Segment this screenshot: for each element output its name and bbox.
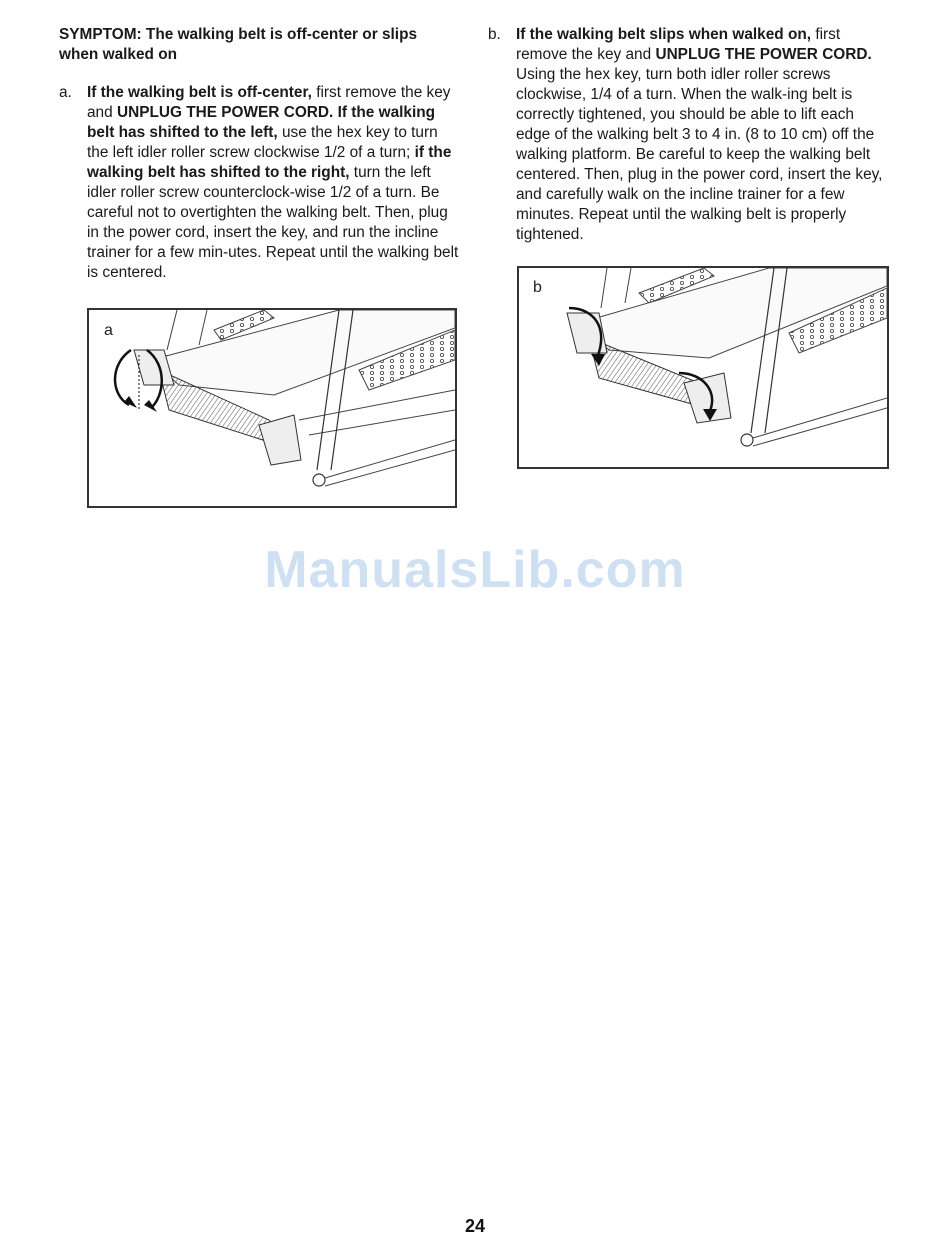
step-a [59,83,459,283]
step-b-text [516,26,882,243]
step-b-part: Using the hex key, turn both idler roller screws clockwise, 1/4 of a turn. When the walk-ing belt is correctly tightened, you should be able to lift each edge of the walking belt 3 to 4 in. (8 to 10 cm) off the walking platform. Be careful to keep the walking belt centered. Then, plug in the power cord, insert the key, and carefully walk on the incline trainer for a few minutes. Repeat until the walking belt is properly tightened. [516,66,883,243]
step-a-part: turn the left idler roller screw counterclock-wise 1/2 of a turn. Be careful not to overtighten the walking belt. Then, plug in the power cord, insert the key, and run the incline trainer for a few min-utes. Repeat until the walking belt is centered. [87,164,459,281]
step-a-letter: a. [59,84,72,101]
page-number: 24 [464,1216,486,1236]
left-column [59,25,459,283]
step-b-letter: b. [488,26,501,43]
step-b-part: If the walking belt slips when walked on, [516,26,812,43]
figure-a-label: a [104,322,113,339]
treadmill-illustration-b [519,268,887,467]
step-a-part: UNPLUG THE POWER CORD. If the walking belt has shifted to the left, [87,104,436,141]
step-a-part: If the walking belt is off-center, [87,84,312,101]
figure-a [87,308,457,508]
step-a-part: first remove the key and [87,84,451,121]
step-a-part: use the hex key to turn the left idler roller screw clockwise 1/2 of a turn; [87,124,438,161]
symptom-heading: SYMPTOM: The walking belt is off-center or slips when walked on [59,26,418,63]
step-a-text [87,84,458,281]
figure-b [517,266,889,469]
figure-b-label: b [533,279,542,296]
step-b-part: UNPLUG THE POWER CORD. [655,46,872,63]
step-b [488,25,888,245]
step-a-part: if the walking belt has shifted to the right, [87,144,452,181]
treadmill-illustration-a [89,310,455,506]
right-column [488,25,888,245]
watermark: ManualsLib.com [264,541,686,599]
step-b-part: first remove the key and [516,26,841,63]
